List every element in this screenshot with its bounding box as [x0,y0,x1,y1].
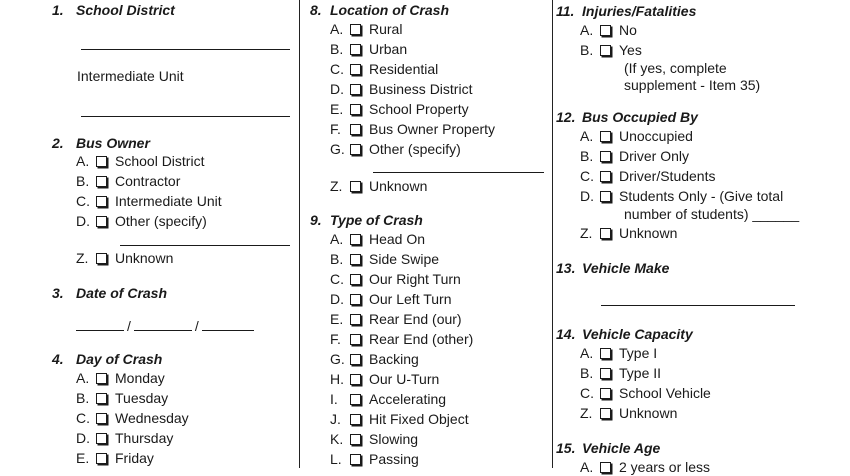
section-3-heading: 3. Date of Crash [52,285,168,301]
capacity-option-c[interactable]: C. School Vehicle [580,385,711,401]
student-count-field[interactable]: number of students) ______ [624,206,800,222]
day-option-b[interactable]: B. Tuesday [76,390,169,406]
occupied-option-b[interactable]: B. Driver Only [580,148,690,164]
section-2-heading: 2. Bus Owner [52,135,150,151]
checkbox-icon[interactable] [350,144,361,155]
checkbox-icon[interactable] [350,454,361,465]
day-option-d[interactable]: D. Thursday [76,430,174,446]
intermediate-unit-field[interactable] [81,116,290,117]
section-13-heading: 13. Vehicle Make [556,260,670,276]
crash-type-option-f[interactable]: F. Rear End (other) [330,331,474,347]
checkbox-icon[interactable] [600,171,611,182]
section-11-heading: 11. Injuries/Fatalities [556,3,697,19]
checkbox-icon[interactable] [600,25,611,36]
checkbox-icon[interactable] [350,234,361,245]
section-1-heading: 1. School District [52,2,175,18]
checkbox-icon[interactable] [350,64,361,75]
checkbox-icon[interactable] [600,191,611,202]
checkbox-icon[interactable] [600,228,611,239]
checkbox-icon[interactable] [96,373,107,384]
bus-owner-option-z[interactable]: Z. Unknown [76,250,174,266]
location-option-f[interactable]: F. Bus Owner Property [330,121,496,137]
checkbox-icon[interactable] [350,294,361,305]
checkbox-icon[interactable] [350,274,361,285]
location-option-d[interactable]: D. Business District [330,81,473,97]
checkbox-icon[interactable] [96,433,107,444]
vehicle-make-field[interactable] [601,305,795,306]
checkbox-icon[interactable] [96,393,107,404]
section-4-heading: 4. Day of Crash [52,351,163,367]
checkbox-icon[interactable] [350,254,361,265]
injuries-option-a[interactable]: A. No [580,22,637,38]
occupied-option-a[interactable]: A. Unoccupied [580,128,693,144]
checkbox-icon[interactable] [350,334,361,345]
capacity-option-b[interactable]: B. Type II [580,365,662,381]
checkbox-icon[interactable] [350,104,361,115]
checkbox-icon[interactable] [350,124,361,135]
crash-type-option-k[interactable]: K. Slowing [330,431,419,447]
section-12-heading: 12. Bus Occupied By [556,109,698,125]
checkbox-icon[interactable] [600,408,611,419]
checkbox-icon[interactable] [96,176,107,187]
checkbox-icon[interactable] [600,388,611,399]
checkbox-icon[interactable] [350,24,361,35]
day-option-c[interactable]: C. Wednesday [76,410,189,426]
checkbox-icon[interactable] [350,394,361,405]
bus-owner-option-b[interactable]: B. Contractor [76,173,181,189]
bus-owner-option-d[interactable]: D. Other (specify) [76,213,207,229]
column-divider-2 [552,0,553,468]
crash-type-option-l[interactable]: L. Passing [330,451,419,467]
checkbox-icon[interactable] [600,131,611,142]
age-option-a[interactable]: A. 2 years or less [580,459,711,475]
crash-type-option-e[interactable]: E. Rear End (our) [330,311,462,327]
checkbox-icon[interactable] [350,84,361,95]
location-option-e[interactable]: E. School Property [330,101,469,117]
location-option-b[interactable]: B. Urban [330,41,408,57]
location-option-g[interactable]: G. Other (specify) [330,141,461,157]
checkbox-icon[interactable] [350,434,361,445]
crash-type-option-g[interactable]: G. Backing [330,351,419,367]
checkbox-icon[interactable] [600,45,611,56]
bus-owner-other-field[interactable] [120,245,290,246]
checkbox-icon[interactable] [600,368,611,379]
checkbox-icon[interactable] [350,314,361,325]
checkbox-icon[interactable] [96,156,107,167]
checkbox-icon[interactable] [350,181,361,192]
day-option-a[interactable]: A. Monday [76,370,165,386]
checkbox-icon[interactable] [350,44,361,55]
column-divider-1 [299,0,300,468]
location-option-c[interactable]: C. Residential [330,61,439,77]
crash-type-option-b[interactable]: B. Side Swipe [330,251,440,267]
location-other-field[interactable] [373,172,544,173]
checkbox-icon[interactable] [600,151,611,162]
capacity-option-z[interactable]: Z. Unknown [580,405,678,421]
location-option-a[interactable]: A. Rural [330,21,403,37]
intermediate-unit-label: Intermediate Unit [77,68,184,84]
occupied-option-z[interactable]: Z. Unknown [580,225,678,241]
checkbox-icon[interactable] [350,354,361,365]
day-option-e[interactable]: E. Friday [76,450,154,466]
checkbox-icon[interactable] [96,196,107,207]
checkbox-icon[interactable] [96,453,107,464]
crash-type-option-a[interactable]: A. Head On [330,231,426,247]
crash-type-option-i[interactable]: I. Accelerating [330,391,447,407]
crash-type-option-j[interactable]: J. Hit Fixed Object [330,411,469,427]
section-9-heading: 9. Type of Crash [310,212,423,228]
occupied-option-c[interactable]: C. Driver/Students [580,168,716,184]
injuries-note: (If yes, complete supplement - Item 35) [624,60,761,93]
crash-type-option-c[interactable]: C. Our Right Turn [330,271,461,287]
checkbox-icon[interactable] [350,374,361,385]
checkbox-icon[interactable] [600,348,611,359]
location-option-z[interactable]: Z. Unknown [330,178,428,194]
checkbox-icon[interactable] [96,216,107,227]
checkbox-icon[interactable] [96,253,107,264]
occupied-option-d[interactable]: D. Students Only - (Give total [580,188,784,204]
crash-type-option-h[interactable]: H. Our U-Turn [330,371,440,387]
checkbox-icon[interactable] [350,414,361,425]
bus-owner-option-c[interactable]: C. Intermediate Unit [76,193,222,209]
bus-owner-option-a[interactable]: A. School District [76,153,205,169]
crash-type-option-d[interactable]: D. Our Left Turn [330,291,452,307]
section-8-heading: 8. Location of Crash [310,2,450,18]
section-14-heading: 14. Vehicle Capacity [556,326,693,342]
section-15-heading: 15. Vehicle Age [556,440,661,456]
checkbox-icon[interactable] [96,413,107,424]
date-of-crash-field[interactable]: / / [76,318,254,335]
capacity-option-a[interactable]: A. Type I [580,345,658,361]
school-district-field[interactable] [81,49,290,50]
injuries-option-b[interactable]: B. Yes [580,42,642,58]
